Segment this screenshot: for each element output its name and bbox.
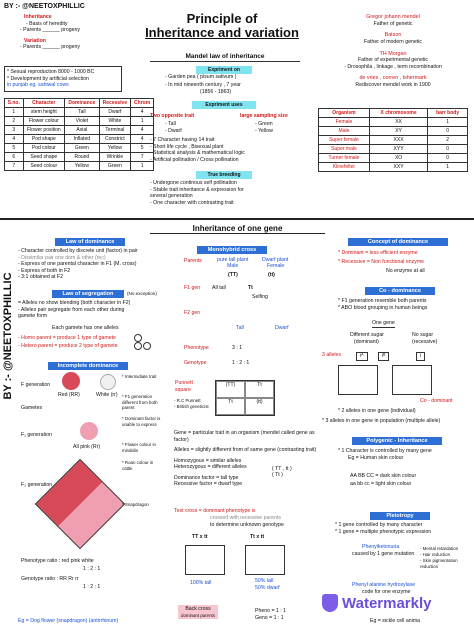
gamete-circle-icon-3: [143, 342, 151, 350]
dom-point-2: - Dissimilar pair one dom & other (rec): [18, 254, 106, 261]
pheno-ratio-values: 1 : 2 : 1: [83, 566, 101, 572]
pleiotropy-points: [335, 522, 431, 535]
scientists-list: [318, 14, 468, 89]
female-label: Female: [267, 263, 285, 269]
char-cell: 4: [131, 126, 154, 135]
char-cell: Yellow: [99, 144, 131, 153]
back-cross-sub: dominant parents: [181, 612, 215, 618]
char-row: [5, 162, 154, 171]
geno-ratio-label: Genotype ratio : RR Rr rr: [21, 576, 79, 582]
red-rr-label: Red (RR): [58, 392, 80, 398]
codominance-points: [338, 298, 427, 311]
mendel-header: [150, 52, 300, 62]
char-header: Recessive: [99, 99, 131, 108]
pah-sub: code for one enzyme: [362, 589, 411, 595]
char-cell: 1: [5, 108, 24, 117]
section-divider: [0, 218, 474, 220]
char-cell: Constrict: [99, 135, 131, 144]
exp-point-3: - Statistical analysis & mathematical logic: [150, 150, 245, 156]
mendel-years: (1856 - 1863): [200, 89, 232, 95]
test-cross-square-2: [245, 545, 285, 575]
codom-point-1: * F1 generation resemble both parents: [338, 298, 427, 304]
char-row: [5, 135, 154, 144]
pheno-ratio-label: Phenotype ratio : red pink white: [21, 558, 94, 564]
geno-ratio-values: 1 : 2 : 1: [83, 584, 101, 590]
history-note-1: * Sexual reproduction 8000 - 1000 BC: [7, 69, 95, 75]
punnett-label: Punnett square: [175, 380, 193, 393]
side-handle: BY :- @NEETOXPHILLIC: [2, 272, 14, 400]
mendel-header-text: Mandel law of inheritance: [150, 52, 300, 62]
phenotype-label: Phenotype: [184, 345, 209, 351]
char-cell: Seed colour: [23, 162, 65, 171]
codominance-header: Co - dominance: [365, 287, 435, 295]
f2-punnett-diamond: [35, 459, 126, 550]
chrom-row: [319, 154, 468, 163]
genotype-ratio: 1 : 2 : 1: [232, 360, 250, 366]
scientist-2-name: Batson: [384, 32, 402, 39]
monohybrid-header: Monohybrid cross: [197, 246, 267, 254]
gamete-circle-icon-2: [134, 342, 142, 350]
char-cell: 4: [131, 135, 154, 144]
selfing-label: Selfing: [252, 294, 268, 300]
test-cross-2: crossed with recessive parents: [210, 515, 281, 521]
chrom-cell: XYY: [369, 145, 427, 154]
char-cell: Yellow: [65, 162, 99, 171]
tb-point-2: - Stable trait inheritance & expression for: [150, 186, 244, 193]
all-tall-label: All tall: [212, 285, 226, 291]
chrom-cell: 0: [428, 127, 468, 136]
pure-tall-label: pure tall plant: [217, 257, 249, 263]
chrom-header: barr body: [428, 109, 468, 118]
seg-point-2: - Alleles pair segregate from each other during: [18, 306, 125, 313]
dom-factor-note: * Dominant factor is unable to express: [122, 416, 161, 427]
three-alleles: 3 alleles: [322, 352, 342, 358]
law-dominance-header: Law of dominance: [55, 238, 125, 246]
chrom-row: [319, 127, 468, 136]
gamete-circle-icon: [134, 334, 142, 342]
hetero-example: ( Tt ): [272, 472, 283, 478]
chrom-cell: XO: [369, 154, 427, 163]
test-cross-square-1: [185, 545, 225, 575]
intermediate-note: * Intermidiate trait: [122, 374, 157, 379]
f2-dwarf: Dwarf: [275, 325, 289, 331]
trait-tall: - Tall: [165, 121, 176, 127]
char-row: [5, 117, 154, 126]
gene-def: Gene = particular trait in an organism (mendel called gene as factor): [174, 430, 315, 443]
scientist-4-desc: Rediscover mendel work in 1900: [355, 82, 431, 88]
experiment-uses-label: Expriment uses: [192, 101, 256, 109]
three-alleles-pop: * 3 alleles in one gene in population (multiple allele): [322, 418, 441, 424]
seg-point-3: gamete form: [18, 313, 48, 319]
dominant-paren: (dominant): [354, 339, 379, 345]
exp-point-2: - Short life cycle , Bisexual plant: [150, 143, 224, 150]
char-cell: Pod shape: [23, 135, 65, 144]
incomplete-diagram: [18, 372, 161, 602]
page-title: [137, 12, 307, 41]
light-skin: aa bb cc = light skin colour: [350, 481, 412, 487]
variation-label: Variation: [24, 37, 46, 44]
scientist-1-desc: Father of genetic: [373, 20, 413, 27]
back-cross-label: Back cross: [185, 606, 211, 612]
law-segregation-header: Law of segregation: [52, 290, 124, 298]
chrom-cell: XXX: [369, 136, 427, 145]
punnett-cell: (TT): [216, 381, 245, 398]
white-rr-label: White (rr): [96, 392, 118, 398]
tb-point-1: - Undergone continous self pollination: [150, 180, 237, 186]
chrom-row: [319, 136, 468, 145]
gametes-label: Gametes: [21, 405, 43, 411]
chrom-header: Organism: [319, 109, 370, 118]
punnett-cell: (tt): [245, 398, 274, 415]
parents-label: Parents: [184, 258, 202, 264]
punnett-square: [215, 380, 275, 416]
parent-tt: (TT): [228, 272, 238, 278]
homozygous-def: Homozygous = similar alleles: [174, 457, 242, 464]
recessive-nf: * Recessive = Non functional enzyme: [338, 259, 425, 265]
flower-colour-note: * Flower colour in mirabilis: [122, 442, 156, 453]
hetero-parent: - Hetero parent = produce 2 type of gamete: [18, 343, 118, 349]
allele-ib: iᴮ: [378, 352, 389, 361]
history-note-box: [4, 66, 122, 92]
hair-note: - Hair reduction: [420, 552, 451, 557]
cross-1: TT x tt: [192, 534, 208, 540]
scientist-3-extra: - Drosophila , linkage , term recombination: [344, 63, 442, 70]
char-row: [5, 144, 154, 153]
exp-point-4: - Artificial pollination / Cross pollination: [150, 156, 239, 163]
chrom-cell: XXY: [369, 163, 427, 172]
header-handle: BY :- @NEETOXPHILLIC: [4, 3, 85, 10]
scientist-2-desc: Father of modern genetic: [364, 39, 422, 45]
punnett-cell: Tt: [245, 381, 274, 398]
dwarf-plant-label: Dwarf plant: [262, 257, 289, 263]
polygenic-points: [338, 448, 432, 461]
british-geneticist: - British geneticist: [174, 404, 209, 409]
char-cell: 7: [5, 162, 24, 171]
no-enzyme: No enzyme at all: [386, 268, 425, 274]
dom-factor-def: Dominance factor = tall type: [174, 474, 239, 481]
true-breeding-points: [150, 180, 244, 206]
chrom-cell: XX: [369, 118, 427, 127]
chrom-cell: 1: [428, 118, 468, 127]
scientist-3-name: TH Morgan: [379, 50, 407, 57]
char-cell: White: [99, 117, 131, 126]
dark-skin: AA BB CC = dark skin colour: [350, 473, 417, 479]
each-gamete: Each gamete has one alleles: [52, 325, 119, 331]
punnett-cell: Tt: [216, 398, 245, 415]
dominant-less: * Dominant = less efficient enzyme: [338, 250, 418, 256]
dominance-points: [18, 248, 138, 281]
watermark-text: Watermarkly: [342, 594, 432, 612]
poly-point-2: Eg = Human skin colour: [348, 454, 404, 461]
chrom-header: X chromosome: [369, 109, 427, 118]
garden-pea: - Garden pea ( pisum sativum ): [165, 74, 237, 80]
char-cell: 2: [5, 117, 24, 126]
all-pink-label: All pink (Rr): [73, 444, 101, 450]
test-cross-label: Test cross = dominant phenotype is: [174, 508, 256, 514]
char-cell: Pod colour: [23, 144, 65, 153]
pku-label: Phenylketonuria: [362, 544, 400, 550]
pleiotropy-header: Pleiotropy: [370, 512, 430, 520]
chrom-cell: Super male: [319, 145, 370, 154]
char-cell: Flower position: [23, 126, 65, 135]
f1-diff-note: * F1 generation different from both parent: [122, 394, 158, 410]
char-cell: Round: [65, 153, 99, 162]
tb-point-3: several generation: [150, 193, 193, 199]
cross-2: Tt x tt: [250, 534, 265, 540]
watermark-badge: [322, 592, 468, 614]
char-cell: 7: [131, 153, 154, 162]
char-cell: 1: [131, 117, 154, 126]
char-cell: 4: [5, 135, 24, 144]
char-header: S.no.: [5, 99, 24, 108]
codom-grid-2: [392, 365, 432, 395]
f1-gen-label: F₁ generation: [21, 432, 52, 438]
exp-point-1: - 7 Character having 14 trait: [150, 137, 215, 143]
chrom-cell: Turner female: [319, 154, 370, 163]
dom-point-1: - Character controlled by discrete unit (factor) in pair: [18, 248, 138, 254]
allele-ia: iᴬ: [356, 352, 368, 361]
rc-punnett: - R.C Punnett: [174, 398, 201, 403]
char-cell: Seed shape: [23, 153, 65, 162]
chrom-cell: Klinefelter: [319, 163, 370, 172]
char-cell: Inflated: [65, 135, 99, 144]
scientist-4-name: de vries , corren , tshermark: [359, 75, 427, 82]
page-title-line2: Inheritance and variation: [145, 25, 299, 41]
chrom-row: [319, 163, 468, 172]
scientist-1-name: Gregor johann mendel: [366, 14, 420, 20]
heterozygous-def: Heterozygous = different alleles: [174, 464, 247, 470]
char-cell: 5: [131, 144, 154, 153]
diff-sugar: Different sugar: [350, 332, 384, 338]
char-cell: Wrinkle: [99, 153, 131, 162]
experiment-on-label: Expriment on: [196, 66, 252, 74]
char-cell: 3: [5, 126, 24, 135]
inheritance-sub2: - Parents ______ progeny: [20, 27, 80, 33]
f1-tt: Tt: [248, 285, 253, 291]
chromosome-table: [318, 108, 468, 172]
roan-note: * Roan colour in cattle: [122, 460, 154, 471]
codominant-label: Co - dominant: [420, 398, 453, 404]
pah-label: Phenyl alanine hydroxylase: [352, 582, 416, 588]
polygenic-header: Polygenic - Inheritance: [352, 437, 442, 445]
no-exception: (No exception): [127, 291, 157, 296]
experiment-points: [150, 137, 245, 163]
character-table: [4, 98, 154, 171]
pku-sub: caused by 1 gene mutation: [352, 551, 415, 557]
large-sampling: large sampling size: [240, 113, 288, 119]
phenotype-ratio: 3 : 1: [232, 345, 243, 351]
char-row: [5, 153, 154, 162]
definitions: [174, 430, 319, 488]
trait-yellow: - Yellow: [255, 128, 273, 134]
hundred-tall: 100% tall: [190, 580, 212, 586]
fifty-dwarf: 50% dwarf: [255, 585, 280, 591]
segregation-points: [18, 300, 130, 320]
recessive-paren: (recessive): [412, 339, 438, 345]
char-cell: 5: [5, 144, 24, 153]
mental-note: - Mental retardation: [420, 546, 459, 551]
snapdragon-note: * Snapdragon: [122, 502, 149, 507]
test-cross-3: to determine unknown genotype: [210, 522, 284, 528]
chrom-cell: 1: [428, 163, 468, 172]
char-header: Character: [23, 99, 65, 108]
one-gene-title: [150, 224, 325, 234]
char-cell: Green: [65, 144, 99, 153]
chrom-row: [319, 118, 468, 127]
page-title-line1: Principle of: [186, 11, 258, 26]
trait-dwarf: - Dwarf: [165, 128, 182, 134]
homo-parent: - Homo parent = produce 1 type of gamete: [18, 335, 116, 341]
pheno-11: Pheno = 1 : 1: [255, 608, 287, 614]
char-cell: 1: [131, 162, 154, 171]
red-flower-icon: [62, 372, 80, 390]
allele-i: i: [416, 352, 425, 361]
chrom-cell: 2: [428, 136, 468, 145]
tb-point-4: - One character with contrasting trait: [150, 199, 234, 206]
chrom-cell: Super female: [319, 136, 370, 145]
eg-dog-flower: Eg = Dog flower (snapdragon) (antirrhinum): [18, 618, 119, 624]
shield-icon: [322, 594, 338, 612]
rec-factor-def: Recessive factor = dwarf type: [174, 481, 243, 487]
char-cell: 6: [5, 153, 24, 162]
pleio-point-2: * 1 gene = multiple phenotypic expression: [335, 528, 432, 535]
back-cross-box: [178, 605, 218, 619]
parent-tt-small: (tt): [268, 272, 275, 278]
male-label: Male: [227, 263, 239, 269]
char-cell: 4: [131, 108, 154, 117]
history-note-2: * Development by artificial selection: [7, 75, 89, 82]
white-flower-icon: [100, 374, 116, 390]
codom-point-2: * ABO blood grouping in human beings: [338, 304, 428, 311]
pink-flower-icon: [80, 422, 98, 440]
f1-gen-mono: F1 gen: [184, 285, 201, 291]
geno-11: Geno = 1 : 1: [255, 615, 284, 621]
dom-point-4: - Express of both in F2: [18, 267, 71, 274]
char-cell: Axial: [65, 126, 99, 135]
chrom-cell: Female: [319, 118, 370, 127]
char-cell: Dwarf: [99, 108, 131, 117]
pleio-point-1: * 1 gene controlled by many character: [335, 522, 423, 528]
inheritance-variation-box: [4, 14, 116, 64]
true-breeding-label: True breeding: [196, 171, 252, 179]
char-header: Chrom: [131, 99, 154, 108]
inheritance-sub: - Basis of heredity: [26, 20, 68, 27]
inheritance-label: Inheritance: [24, 14, 52, 20]
char-header: Dominance: [65, 99, 99, 108]
codom-grid-1: [338, 365, 378, 395]
incomplete-dominance-header: Incomplete dominance: [48, 362, 128, 370]
char-cell: Violet: [65, 117, 99, 126]
no-sugar: No sugar: [412, 332, 434, 338]
char-row: [5, 126, 154, 135]
chrom-cell: 0: [428, 145, 468, 154]
two-alleles-note: * 2 alleles in one gene (individual): [338, 408, 416, 414]
poly-point-1: * 1 Character is controlled by many gene: [338, 448, 432, 454]
homo-example: ( TT , tt ): [272, 466, 292, 472]
char-cell: Tall: [65, 108, 99, 117]
concept-dominance-header: Concept of dominance: [348, 238, 448, 246]
one-gene-label: One gene: [372, 320, 395, 326]
f2-gen-mono: F2 gen: [184, 310, 201, 316]
scientist-3-desc: Father of experimental genetic: [357, 57, 429, 64]
one-gene-title-text: Inheritance of one gene: [192, 224, 283, 233]
fifty-tall: 50% tall: [255, 578, 274, 584]
f-gen-label: F generation: [21, 382, 51, 388]
char-cell: Terminal: [99, 126, 131, 135]
history-note-3: in punjab eg. sahiwal cows: [7, 82, 69, 88]
f2-tall: Tall: [236, 325, 244, 331]
chrom-row: [319, 145, 468, 154]
sickle-eg: Eg = sickle cell anima: [370, 618, 421, 624]
seg-point-1: = Alleles no show blending (both character in F2): [18, 300, 131, 306]
chrom-cell: 0: [428, 154, 468, 163]
char-cell: Green: [99, 162, 131, 171]
skin-note: - Skin pigmentation reduction: [420, 558, 458, 569]
variation-sub: - Parents ______ progeny: [20, 44, 80, 50]
two-opposite-trait: Two opposite trait: [150, 113, 195, 119]
chrom-cell: Male: [319, 127, 370, 136]
char-row: [5, 108, 154, 117]
alleles-def: Alleles = slightly different from of same gene (contrasting trait): [174, 447, 317, 453]
char-cell: Flower colour: [23, 117, 65, 126]
f2-gen-label: F₂ generation: [21, 482, 53, 488]
trait-green: - Green: [255, 121, 273, 127]
dom-point-5: - 3:1 obtained at F2: [18, 274, 63, 280]
dom-point-3: - Express of one parental character in F1 (M. cross): [18, 261, 137, 267]
char-cell: stem height: [23, 108, 65, 117]
mendel-time: - In mid nineenth century , 7 year: [165, 82, 241, 88]
chrom-cell: XY: [369, 127, 427, 136]
genotype-label: Genotype: [184, 360, 207, 366]
